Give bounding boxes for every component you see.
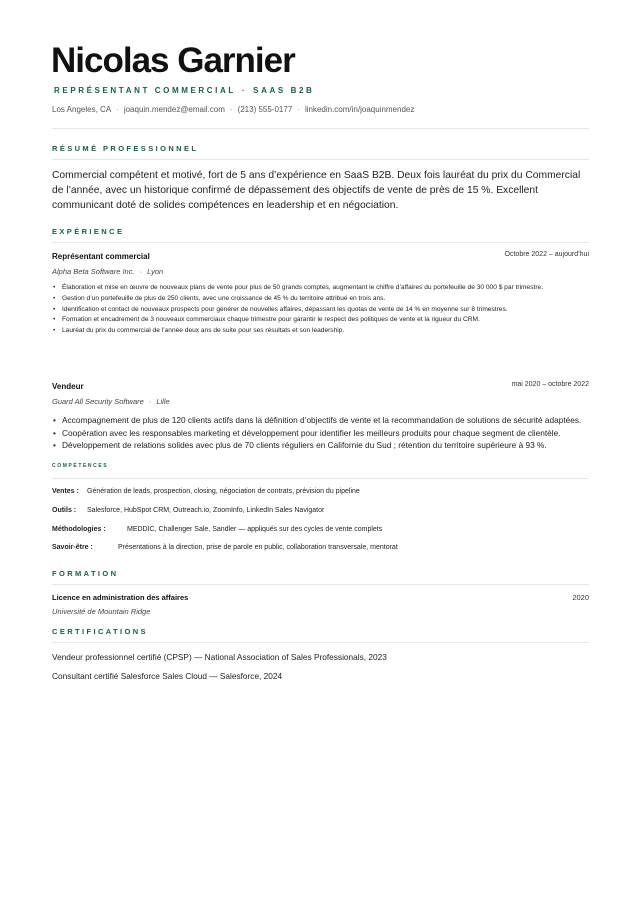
- list-item: • Développement de relations solides avec plus de 70 clients réguliers en Californie du Sud ; rétention du territoire supérieure à 93 %.: [52, 439, 589, 452]
- job-dates: mai 2020 – octobre 2022: [511, 381, 589, 388]
- headline-separator: ·: [241, 86, 248, 95]
- skill-value: MEDDIC, Challenger Sale, Sandler — appliqués sur des cycles de vente complets: [127, 526, 383, 533]
- skill-row: [52, 507, 324, 514]
- skill-row: [52, 488, 360, 495]
- divider: [52, 128, 589, 129]
- certification-item: Vendeur professionnel certifié (CPSP) — National Association of Sales Professionals, 2023: [52, 652, 387, 662]
- divider: [52, 642, 589, 643]
- school-name: Université de Mountain Ridge: [52, 607, 151, 616]
- divider: [52, 584, 589, 585]
- job-bullets: [52, 283, 589, 337]
- skill-label: Méthodologies :: [52, 526, 106, 533]
- skill-value: Salesforce, HubSpot CRM, Outreach.io, ZoomInfo, LinkedIn Sales Navigator: [87, 507, 325, 514]
- list-item: • Gestion d’un portefeuille de plus de 250 clients, avec une croissance de 45 % du territoire attribué en trois ans.: [52, 294, 589, 305]
- skill-row: [52, 544, 398, 551]
- list-item: • Formation et encadrement de 3 nouveaux commerciaux chaque trimestre pour garantir le respect des politiques de vente et la rigueur du CRM.: [52, 315, 589, 326]
- skill-value: Présentations à la direction, prise de parole en public, collaboration transversale, mentorat: [118, 544, 398, 551]
- job-company: Alpha Beta Software Inc.: [52, 267, 135, 276]
- divider: [52, 159, 589, 160]
- certification-item: Consultant certifié Salesforce Sales Cloud — Salesforce, 2024: [52, 671, 283, 681]
- candidate-name: Nicolas Garnier: [51, 41, 295, 80]
- skill-label: Savoir-être :: [52, 544, 93, 551]
- job-separator: ·: [139, 267, 143, 276]
- education-heading: FORMATION: [52, 569, 119, 578]
- summary-text: Commercial compétent et motivé, fort de 5 ans d’expérience en SaaS B2B. Deux fois lauréat du prix du Commercial de l’année, avec un historique confirmé de dépassement des objectifs de vente de près de 15 %. Excellent communicant doté de solides compétences en leadership et en négociation.: [52, 170, 581, 211]
- contact-linkedin[interactable]: linkedin.com/in/joaquinmendez: [304, 105, 415, 114]
- divider: [52, 242, 589, 243]
- skill-label: Ventes :: [52, 488, 79, 495]
- list-item: • Coopération avec les responsables marketing et développement pour identifier les meilleurs produits pour chaque segment de clientèle.: [52, 427, 589, 440]
- skill-row: [52, 526, 382, 533]
- job-title: Vendeur: [52, 382, 84, 391]
- job-bullets: [52, 414, 589, 452]
- job-dates: Octobre 2022 – aujourd’hui: [504, 251, 589, 258]
- headline: [54, 86, 314, 95]
- certifications-heading: CERTIFICATIONS: [52, 627, 148, 636]
- degree-title: Licence en administration des affaires: [52, 593, 189, 602]
- list-item: • Lauréat du prix du commercial de l’année deux ans de suite pour ses résultats et son leadership.: [52, 326, 589, 337]
- contact-separator: ·: [116, 105, 119, 114]
- experience-heading: EXPÉRIENCE: [52, 227, 125, 236]
- job-company-line: [52, 397, 170, 406]
- contact-separator: ·: [297, 105, 300, 114]
- contact-email[interactable]: joaquin.mendez@email.com: [123, 105, 225, 114]
- divider: [52, 478, 589, 479]
- contact-location: Los Angeles, CA: [52, 105, 112, 114]
- list-item: • Élaboration et mise en œuvre de nouveaux plans de vente pour plus de 50 grands comptes, augmentant le chiffre d’affaires du portefeuille de 30 000 $ par trimestre.: [52, 283, 589, 294]
- contact-separator: ·: [229, 105, 233, 114]
- job-location: Lille: [156, 397, 170, 406]
- job-title: Représentant commercial: [52, 252, 150, 261]
- job-location: Lyon: [147, 267, 164, 276]
- job-company-line: [52, 267, 163, 276]
- headline-specialty: SAAS B2B: [253, 86, 315, 95]
- list-item: • Identification et contact de nouveaux prospects pour générer de nouvelles affaires, dépassant les quotas de vente de 14 % en moyenne sur 8 trimestres.: [52, 305, 589, 316]
- summary-heading: RÉSUMÉ PROFESSIONNEL: [52, 144, 199, 153]
- skills-heading: COMPÉTENCES: [52, 463, 109, 469]
- job-separator: ·: [148, 397, 152, 406]
- skill-label: Outils :: [52, 507, 77, 514]
- contact-phone[interactable]: (213) 555-0177: [237, 105, 293, 114]
- degree-year: 2020: [572, 593, 589, 602]
- skill-value: Génération de leads, prospection, closing, négociation de contrats, prévision du pipeline: [87, 488, 360, 495]
- contact-line: [52, 105, 414, 114]
- job-company: Guard All Security Software: [52, 397, 144, 406]
- list-item: • Accompagnement de plus de 120 clients actifs dans la définition d’objectifs de vente et la recommandation de solutions de sécurité adaptées.: [52, 414, 589, 427]
- headline-role: REPRÉSENTANT COMMERCIAL: [54, 86, 236, 95]
